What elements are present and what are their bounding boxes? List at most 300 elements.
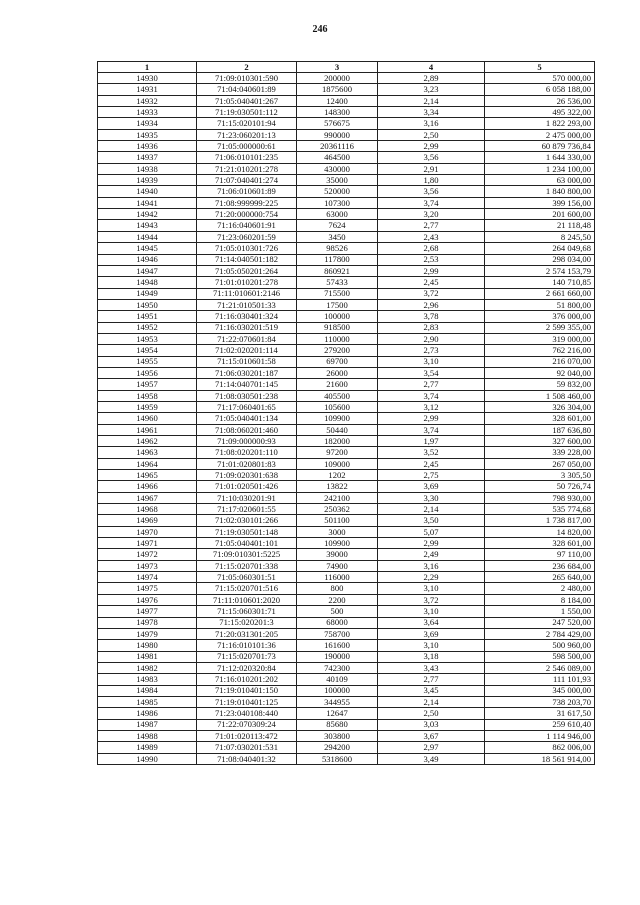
table-cell-col-3: 520000: [297, 186, 378, 197]
table-cell-col-4: 3,74: [378, 390, 485, 401]
table-cell-col-5: 570 000,00: [485, 73, 595, 84]
table-row: [98, 277, 595, 288]
table-cell-col-2: 71:05:010301:726: [197, 243, 297, 254]
table-cell-col-5: 1 644 330,00: [485, 152, 595, 163]
table-row: [98, 685, 595, 696]
table-cell-col-4: 3,49: [378, 753, 485, 764]
table-cell-col-4: 2,77: [378, 220, 485, 231]
table-cell-col-1: 14980: [98, 640, 197, 651]
table-cell-col-5: 2 546 089,00: [485, 662, 595, 673]
table-cell-col-5: 59 832,00: [485, 379, 595, 390]
table-cell-col-1: 14962: [98, 436, 197, 447]
table-row: [98, 515, 595, 526]
table-cell-col-5: 798 930,00: [485, 492, 595, 503]
table-cell-col-4: 2,91: [378, 163, 485, 174]
table-cell-col-5: 2 784 429,00: [485, 628, 595, 639]
table-cell-col-2: 71:22:070309:24: [197, 719, 297, 730]
table-cell-col-2: 71:09:010301:590: [197, 73, 297, 84]
table-cell-col-2: 71:06:030201:187: [197, 367, 297, 378]
table-row: [98, 674, 595, 685]
table-cell-col-5: 339 228,00: [485, 447, 595, 458]
table-cell-col-4: 3,23: [378, 84, 485, 95]
table-cell-col-4: 2,96: [378, 299, 485, 310]
table-row: [98, 265, 595, 276]
table-cell-col-3: 7624: [297, 220, 378, 231]
table-row: [98, 458, 595, 469]
table-cell-col-3: 1202: [297, 470, 378, 481]
table-cell-col-1: 14985: [98, 696, 197, 707]
table-cell-col-3: 190000: [297, 651, 378, 662]
table-cell-col-3: 500: [297, 606, 378, 617]
table-cell-col-2: 71:15:020701:73: [197, 651, 297, 662]
table-cell-col-2: 71:09:020301:638: [197, 470, 297, 481]
table-cell-col-4: 3,54: [378, 367, 485, 378]
table-cell-col-2: 71:05:000000:61: [197, 141, 297, 152]
table-row: [98, 424, 595, 435]
table-cell-col-1: 14976: [98, 594, 197, 605]
table-cell-col-2: 71:16:010201:202: [197, 674, 297, 685]
table-cell-col-3: 109000: [297, 458, 378, 469]
table-cell-col-3: 109900: [297, 413, 378, 424]
table-row: [98, 175, 595, 186]
table-cell-col-2: 71:04:040601:89: [197, 84, 297, 95]
table-cell-col-4: 2,73: [378, 345, 485, 356]
table-cell-col-4: 2,14: [378, 504, 485, 515]
table-cell-col-2: 71:15:020701:516: [197, 583, 297, 594]
table-cell-col-5: 345 000,00: [485, 685, 595, 696]
table-cell-col-1: 14969: [98, 515, 197, 526]
table-row: [98, 617, 595, 628]
table-cell-col-2: 71:19:010401:150: [197, 685, 297, 696]
table-cell-col-3: 40109: [297, 674, 378, 685]
table-cell-col-2: 71:15:060301:71: [197, 606, 297, 617]
table-cell-col-1: 14986: [98, 708, 197, 719]
page-number: 246: [312, 24, 328, 35]
table-cell-col-3: 5318600: [297, 753, 378, 764]
table-cell-col-4: 2,90: [378, 333, 485, 344]
table-cell-col-2: 71:15:020201:3: [197, 617, 297, 628]
table-cell-col-5: 328 601,00: [485, 413, 595, 424]
table-cell-col-1: 14988: [98, 730, 197, 741]
table-cell-col-4: 2,99: [378, 141, 485, 152]
table-cell-col-1: 14943: [98, 220, 197, 231]
table-cell-col-5: 14 820,00: [485, 526, 595, 537]
table-cell-col-5: 8 245,50: [485, 231, 595, 242]
table-cell-col-3: 12647: [297, 708, 378, 719]
table-cell-col-3: 109900: [297, 538, 378, 549]
column-header-3: 3: [297, 62, 378, 73]
table-cell-col-4: 2,99: [378, 265, 485, 276]
table-row: [98, 640, 595, 651]
table-cell-col-4: 2,50: [378, 708, 485, 719]
table-cell-col-3: 430000: [297, 163, 378, 174]
table-cell-col-3: 501100: [297, 515, 378, 526]
table-cell-col-3: 3000: [297, 526, 378, 537]
table-cell-col-1: 14935: [98, 129, 197, 140]
table-cell-col-4: 3,64: [378, 617, 485, 628]
table-cell-col-1: 14960: [98, 413, 197, 424]
table-cell-col-1: 14944: [98, 231, 197, 242]
table-cell-col-1: 14979: [98, 628, 197, 639]
table-cell-col-4: 2,99: [378, 538, 485, 549]
table-cell-col-2: 71:17:060401:65: [197, 401, 297, 412]
table-cell-col-4: 2,45: [378, 458, 485, 469]
table-cell-col-2: 71:19:030501:112: [197, 107, 297, 118]
table-cell-col-1: 14947: [98, 265, 197, 276]
table-cell-col-4: 1,97: [378, 436, 485, 447]
table-row: [98, 526, 595, 537]
table-cell-col-1: 14951: [98, 311, 197, 322]
table-cell-col-3: 39000: [297, 549, 378, 560]
table-cell-col-2: 71:02:030101:266: [197, 515, 297, 526]
table-cell-col-4: 2,53: [378, 254, 485, 265]
table-cell-col-2: 71:10:030201:91: [197, 492, 297, 503]
table-cell-col-2: 71:08:040401:32: [197, 753, 297, 764]
table-cell-col-1: 14948: [98, 277, 197, 288]
table-cell-col-4: 2,77: [378, 379, 485, 390]
table-cell-col-4: 3,10: [378, 640, 485, 651]
table-cell-col-4: 3,67: [378, 730, 485, 741]
table-cell-col-3: 17500: [297, 299, 378, 310]
table-cell-col-1: 14990: [98, 753, 197, 764]
table-cell-col-4: 2,99: [378, 413, 485, 424]
table-cell-col-5: 2 475 000,00: [485, 129, 595, 140]
table-cell-col-4: 3,78: [378, 311, 485, 322]
table-row: [98, 719, 595, 730]
table-row: [98, 254, 595, 265]
table-cell-col-2: 71:19:030501:148: [197, 526, 297, 537]
column-header-1: 1: [98, 62, 197, 73]
column-header-2: 2: [197, 62, 297, 73]
data-table: [97, 61, 595, 765]
table-row: [98, 141, 595, 152]
table-cell-col-4: 3,12: [378, 401, 485, 412]
table-cell-col-3: 105600: [297, 401, 378, 412]
table-cell-col-5: 327 600,00: [485, 436, 595, 447]
table-cell-col-2: 71:16:040601:91: [197, 220, 297, 231]
table-cell-col-3: 20361116: [297, 141, 378, 152]
table-cell-col-1: 14964: [98, 458, 197, 469]
table-cell-col-3: 116000: [297, 572, 378, 583]
table-cell-col-5: 2 661 660,00: [485, 288, 595, 299]
table-cell-col-2: 71:08:020201:110: [197, 447, 297, 458]
table-cell-col-5: 2 599 355,00: [485, 322, 595, 333]
table-row: [98, 84, 595, 95]
table-row: [98, 606, 595, 617]
table-cell-col-1: 14972: [98, 549, 197, 560]
table-cell-col-2: 71:02:020201:114: [197, 345, 297, 356]
table-row: [98, 197, 595, 208]
table-cell-col-5: 1 822 293,00: [485, 118, 595, 129]
table-cell-col-2: 71:08:060201:460: [197, 424, 297, 435]
table-row: [98, 696, 595, 707]
table-cell-col-2: 71:23:040108:440: [197, 708, 297, 719]
table-cell-col-4: 2,49: [378, 549, 485, 560]
table-row: [98, 447, 595, 458]
table-cell-col-2: 71:01:020501:426: [197, 481, 297, 492]
table-cell-col-1: 14966: [98, 481, 197, 492]
table-cell-col-3: 50440: [297, 424, 378, 435]
table-row: [98, 708, 595, 719]
table-row: [98, 481, 595, 492]
table-cell-col-4: 3,74: [378, 424, 485, 435]
table-cell-col-1: 14932: [98, 95, 197, 106]
table-cell-col-5: 862 006,00: [485, 742, 595, 753]
table-cell-col-1: 14954: [98, 345, 197, 356]
table-row: [98, 322, 595, 333]
table-cell-col-5: 328 601,00: [485, 538, 595, 549]
table-cell-col-1: 14949: [98, 288, 197, 299]
table-cell-col-2: 71:19:010401:125: [197, 696, 297, 707]
table-body: [98, 73, 595, 765]
table-cell-col-2: 71:05:040401:101: [197, 538, 297, 549]
table-cell-col-1: 14978: [98, 617, 197, 628]
table-cell-col-2: 71:21:010201:278: [197, 163, 297, 174]
table-cell-col-2: 71:15:020101:94: [197, 118, 297, 129]
table-cell-col-5: 31 617,50: [485, 708, 595, 719]
table-cell-col-4: 3,69: [378, 481, 485, 492]
table-cell-col-1: 14930: [98, 73, 197, 84]
table-cell-col-1: 14931: [98, 84, 197, 95]
table-cell-col-3: 13822: [297, 481, 378, 492]
table-cell-col-5: 92 040,00: [485, 367, 595, 378]
table-cell-col-3: 110000: [297, 333, 378, 344]
table-cell-col-5: 495 322,00: [485, 107, 595, 118]
table-cell-col-3: 63000: [297, 209, 378, 220]
table-cell-col-3: 26000: [297, 367, 378, 378]
table-row: [98, 583, 595, 594]
table-row: [98, 163, 595, 174]
table-row: [98, 413, 595, 424]
table-cell-col-3: 294200: [297, 742, 378, 753]
table-row: [98, 243, 595, 254]
table-cell-col-4: 2,43: [378, 231, 485, 242]
table-cell-col-2: 71:23:060201:13: [197, 129, 297, 140]
table-cell-col-3: 303800: [297, 730, 378, 741]
table-cell-col-1: 14959: [98, 401, 197, 412]
table-row: [98, 333, 595, 344]
table-cell-col-2: 71:05:060301:51: [197, 572, 297, 583]
table-cell-col-4: 2,75: [378, 470, 485, 481]
table-cell-col-5: 1 234 100,00: [485, 163, 595, 174]
table-cell-col-5: 376 000,00: [485, 311, 595, 322]
table-row: [98, 572, 595, 583]
table-cell-col-5: 6 058 188,00: [485, 84, 595, 95]
table-cell-col-2: 71:17:020601:55: [197, 504, 297, 515]
table-cell-col-3: 85680: [297, 719, 378, 730]
table-cell-col-1: 14989: [98, 742, 197, 753]
table-cell-col-2: 71:16:010101:36: [197, 640, 297, 651]
table-cell-col-3: 742300: [297, 662, 378, 673]
table-cell-col-1: 14971: [98, 538, 197, 549]
table-row: [98, 401, 595, 412]
table-row: [98, 594, 595, 605]
table-cell-col-2: 71:12:020320:84: [197, 662, 297, 673]
table-cell-col-1: 14961: [98, 424, 197, 435]
table-cell-col-5: 598 500,00: [485, 651, 595, 662]
table-cell-col-5: 326 304,00: [485, 401, 595, 412]
table-cell-col-5: 50 726,74: [485, 481, 595, 492]
table-cell-col-2: 71:01:020801:83: [197, 458, 297, 469]
table-cell-col-1: 14938: [98, 163, 197, 174]
table-cell-col-2: 71:05:050201:264: [197, 265, 297, 276]
table-cell-col-4: 2,50: [378, 129, 485, 140]
table-cell-col-3: 758700: [297, 628, 378, 639]
table-cell-col-1: 14987: [98, 719, 197, 730]
table-cell-col-3: 69700: [297, 356, 378, 367]
table-cell-col-1: 14941: [98, 197, 197, 208]
table-cell-col-1: 14933: [98, 107, 197, 118]
table-cell-col-3: 3450: [297, 231, 378, 242]
table-cell-col-2: 71:01:010201:278: [197, 277, 297, 288]
table-cell-col-3: 344955: [297, 696, 378, 707]
table-cell-col-3: 182000: [297, 436, 378, 447]
table-cell-col-5: 500 960,00: [485, 640, 595, 651]
table-cell-col-5: 267 050,00: [485, 458, 595, 469]
table-row: [98, 379, 595, 390]
table-row: [98, 288, 595, 299]
table-cell-col-4: 3,10: [378, 606, 485, 617]
table-cell-col-5: 187 636,80: [485, 424, 595, 435]
table-cell-col-2: 71:06:010601:89: [197, 186, 297, 197]
table-cell-col-3: 21600: [297, 379, 378, 390]
table-row: [98, 95, 595, 106]
table-cell-col-5: 265 640,00: [485, 572, 595, 583]
table-cell-col-2: 71:05:040401:267: [197, 95, 297, 106]
table-cell-col-3: 250362: [297, 504, 378, 515]
table-cell-col-3: 860921: [297, 265, 378, 276]
table-cell-col-4: 3,10: [378, 583, 485, 594]
table-cell-col-1: 14953: [98, 333, 197, 344]
table-cell-col-4: 2,83: [378, 322, 485, 333]
table-cell-col-5: 259 610,40: [485, 719, 595, 730]
table-row: [98, 538, 595, 549]
table-row: [98, 436, 595, 447]
table-cell-col-5: 60 879 736,84: [485, 141, 595, 152]
table-cell-col-3: 1875600: [297, 84, 378, 95]
table-cell-col-4: 3,34: [378, 107, 485, 118]
table-cell-col-4: 3,16: [378, 560, 485, 571]
table-row: [98, 209, 595, 220]
table-cell-col-2: 71:20:031301:205: [197, 628, 297, 639]
table-cell-col-2: 71:07:030201:531: [197, 742, 297, 753]
table-cell-col-3: 117800: [297, 254, 378, 265]
table-cell-col-1: 14946: [98, 254, 197, 265]
table-cell-col-5: 18 561 914,00: [485, 753, 595, 764]
table-cell-col-5: 51 800,00: [485, 299, 595, 310]
table-cell-col-5: 1 550,00: [485, 606, 595, 617]
table-cell-col-3: 279200: [297, 345, 378, 356]
table-row: [98, 662, 595, 673]
table-cell-col-1: 14970: [98, 526, 197, 537]
table-cell-col-1: 14977: [98, 606, 197, 617]
table-row: [98, 390, 595, 401]
table-cell-col-4: 3,52: [378, 447, 485, 458]
table-cell-col-5: 319 000,00: [485, 333, 595, 344]
table-row: [98, 367, 595, 378]
table-cell-col-5: 21 118,48: [485, 220, 595, 231]
table-row: [98, 753, 595, 764]
table-cell-col-1: 14984: [98, 685, 197, 696]
table-row: [98, 356, 595, 367]
table-cell-col-4: 3,74: [378, 197, 485, 208]
table-cell-col-1: 14968: [98, 504, 197, 515]
table-row: [98, 345, 595, 356]
table-cell-col-1: 14965: [98, 470, 197, 481]
table-cell-col-5: 298 034,00: [485, 254, 595, 265]
table-row: [98, 152, 595, 163]
table-cell-col-1: 14957: [98, 379, 197, 390]
table-cell-col-1: 14956: [98, 367, 197, 378]
table-row: [98, 220, 595, 231]
table-cell-col-3: 800: [297, 583, 378, 594]
table-cell-col-3: 161600: [297, 640, 378, 651]
table-cell-col-1: 14934: [98, 118, 197, 129]
table-cell-col-2: 71:15:020701:338: [197, 560, 297, 571]
header-row: [98, 62, 595, 73]
table-cell-col-1: 14963: [98, 447, 197, 458]
table-cell-col-5: 738 203,70: [485, 696, 595, 707]
table-cell-col-4: 3,30: [378, 492, 485, 503]
table-cell-col-4: 5,07: [378, 526, 485, 537]
table-cell-col-3: 405500: [297, 390, 378, 401]
table-cell-col-4: 3,43: [378, 662, 485, 673]
table-row: [98, 730, 595, 741]
table-cell-col-2: 71:23:060201:59: [197, 231, 297, 242]
table-cell-col-3: 97200: [297, 447, 378, 458]
table-cell-col-5: 63 000,00: [485, 175, 595, 186]
table-cell-col-5: 8 184,00: [485, 594, 595, 605]
table-cell-col-2: 71:11:010601:2146: [197, 288, 297, 299]
table-row: [98, 492, 595, 503]
table-cell-col-3: 57433: [297, 277, 378, 288]
column-header-4: 4: [378, 62, 485, 73]
table-cell-col-5: 1 508 460,00: [485, 390, 595, 401]
table-cell-col-2: 71:20:000000:754: [197, 209, 297, 220]
table-row: [98, 299, 595, 310]
table-row: [98, 186, 595, 197]
table-cell-col-3: 35000: [297, 175, 378, 186]
table-row: [98, 129, 595, 140]
table-cell-col-3: 918500: [297, 322, 378, 333]
table-cell-col-2: 71:08:030501:238: [197, 390, 297, 401]
table-cell-col-3: 2200: [297, 594, 378, 605]
table-row: [98, 742, 595, 753]
table-cell-col-2: 71:21:010501:33: [197, 299, 297, 310]
table-cell-col-2: 71:14:040701:145: [197, 379, 297, 390]
table-cell-col-3: 576675: [297, 118, 378, 129]
table-cell-col-5: 201 600,00: [485, 209, 595, 220]
table-cell-col-1: 14940: [98, 186, 197, 197]
table-cell-col-5: 111 101,93: [485, 674, 595, 685]
table-cell-col-4: 3,69: [378, 628, 485, 639]
table-cell-col-4: 2,89: [378, 73, 485, 84]
table-cell-col-2: 71:06:010101:235: [197, 152, 297, 163]
table-cell-col-3: 715500: [297, 288, 378, 299]
table-row: [98, 231, 595, 242]
table-cell-col-3: 68000: [297, 617, 378, 628]
table-cell-col-4: 2,14: [378, 95, 485, 106]
table-cell-col-2: 71:09:010301:5225: [197, 549, 297, 560]
table-cell-col-4: 3,16: [378, 118, 485, 129]
table-cell-col-4: 2,45: [378, 277, 485, 288]
table-cell-col-3: 100000: [297, 685, 378, 696]
table-cell-col-4: 2,68: [378, 243, 485, 254]
table-cell-col-4: 3,56: [378, 152, 485, 163]
table-cell-col-1: 14982: [98, 662, 197, 673]
table-row: [98, 560, 595, 571]
table-cell-col-5: 1 840 800,00: [485, 186, 595, 197]
